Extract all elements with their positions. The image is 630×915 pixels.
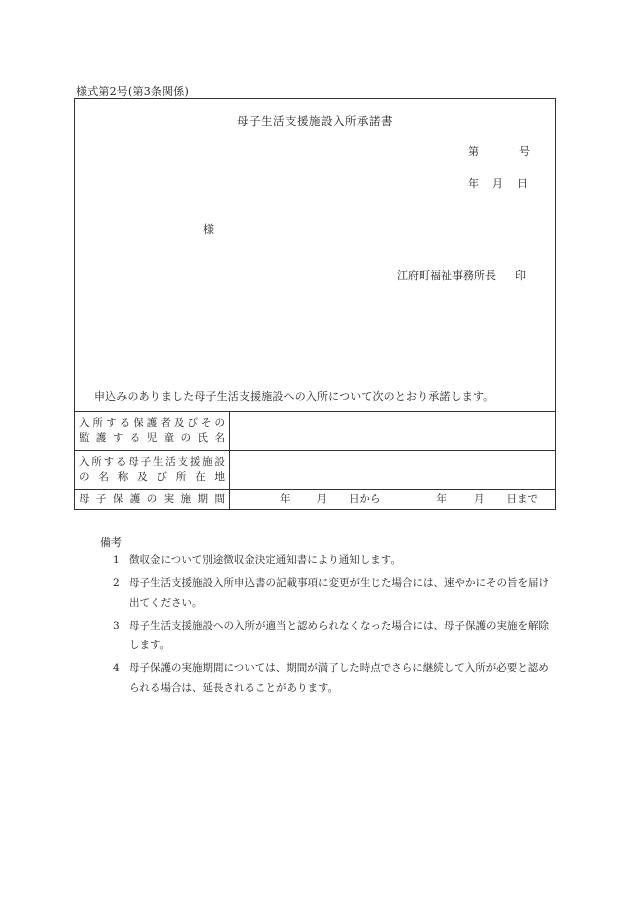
document-frame <box>74 98 556 510</box>
list-item <box>113 617 549 656</box>
form-number-label: 様式第2号(第3条関係) <box>76 85 189 98</box>
period-end-year: 年 <box>436 493 447 505</box>
date-day: 日 <box>517 177 528 190</box>
protection-period-label <box>75 490 230 510</box>
guardian-child-name-field[interactable] <box>230 412 556 451</box>
note-number: 4 <box>113 662 120 674</box>
note-text: 徴収金について別途徴収金決定通知書により通知します。 <box>129 554 401 566</box>
number-prefix: 第 <box>468 145 479 158</box>
facility-name-address-label <box>75 451 230 490</box>
document-title: 母子生活支援施設入所承諾書 <box>237 114 393 128</box>
facility-name-address-field[interactable] <box>230 451 556 490</box>
list-item <box>113 659 549 698</box>
notes-heading: 備考 <box>100 536 122 549</box>
note-text: 母子生活支援施設入所申込書の記載事項に変更が生じた場合には、速やかにその旨を届け出てください。 <box>129 577 549 609</box>
period-start-day: 日から <box>349 493 381 505</box>
addressee-suffix: 様 <box>203 223 214 236</box>
label-line: 入所する母子生活支援施設 <box>79 456 225 468</box>
date-year: 年 <box>468 177 479 190</box>
date-month: 月 <box>492 177 503 190</box>
number-suffix: 号 <box>519 145 530 158</box>
period-start-month: 月 <box>316 493 327 505</box>
seal-mark: 印 <box>515 269 526 282</box>
guardian-child-name-label <box>75 412 230 451</box>
notes-list <box>113 551 549 702</box>
note-text: 母子生活支援施設への入所が適当と認められなくなった場合には、母子保護の実施を解除します。 <box>129 619 549 651</box>
note-number: 3 <box>113 619 120 632</box>
period-values <box>234 492 551 507</box>
period-end-day: 日まで <box>506 493 538 505</box>
table-row <box>75 451 556 490</box>
list-item <box>113 574 549 613</box>
note-number: 1 <box>113 554 120 566</box>
issuer-name: 江府町福祉事務所長 <box>397 269 496 282</box>
list-item <box>113 551 549 571</box>
period-end-month: 月 <box>474 493 485 505</box>
note-number: 2 <box>113 577 120 589</box>
label-line: 母子保護の実施期間 <box>79 493 225 505</box>
label-line: 入所する保護者及びその <box>79 417 225 429</box>
table-row <box>75 490 556 510</box>
table-row <box>75 412 556 451</box>
period-start-year: 年 <box>280 493 291 505</box>
protection-period-field[interactable] <box>230 490 556 510</box>
note-text: 母子保護の実施期間については、期間が満了した時点でさらに継続して入所が必要と認められる場合は、延長されることがあります。 <box>129 662 549 694</box>
approval-statement: 申込みのありました母子生活支援施設への入所について次のとおり承諾します。 <box>94 390 495 403</box>
label-line: 監護する児童の氏名 <box>79 432 225 444</box>
details-table <box>74 411 556 510</box>
label-line: の名称及び所在地 <box>79 471 225 483</box>
